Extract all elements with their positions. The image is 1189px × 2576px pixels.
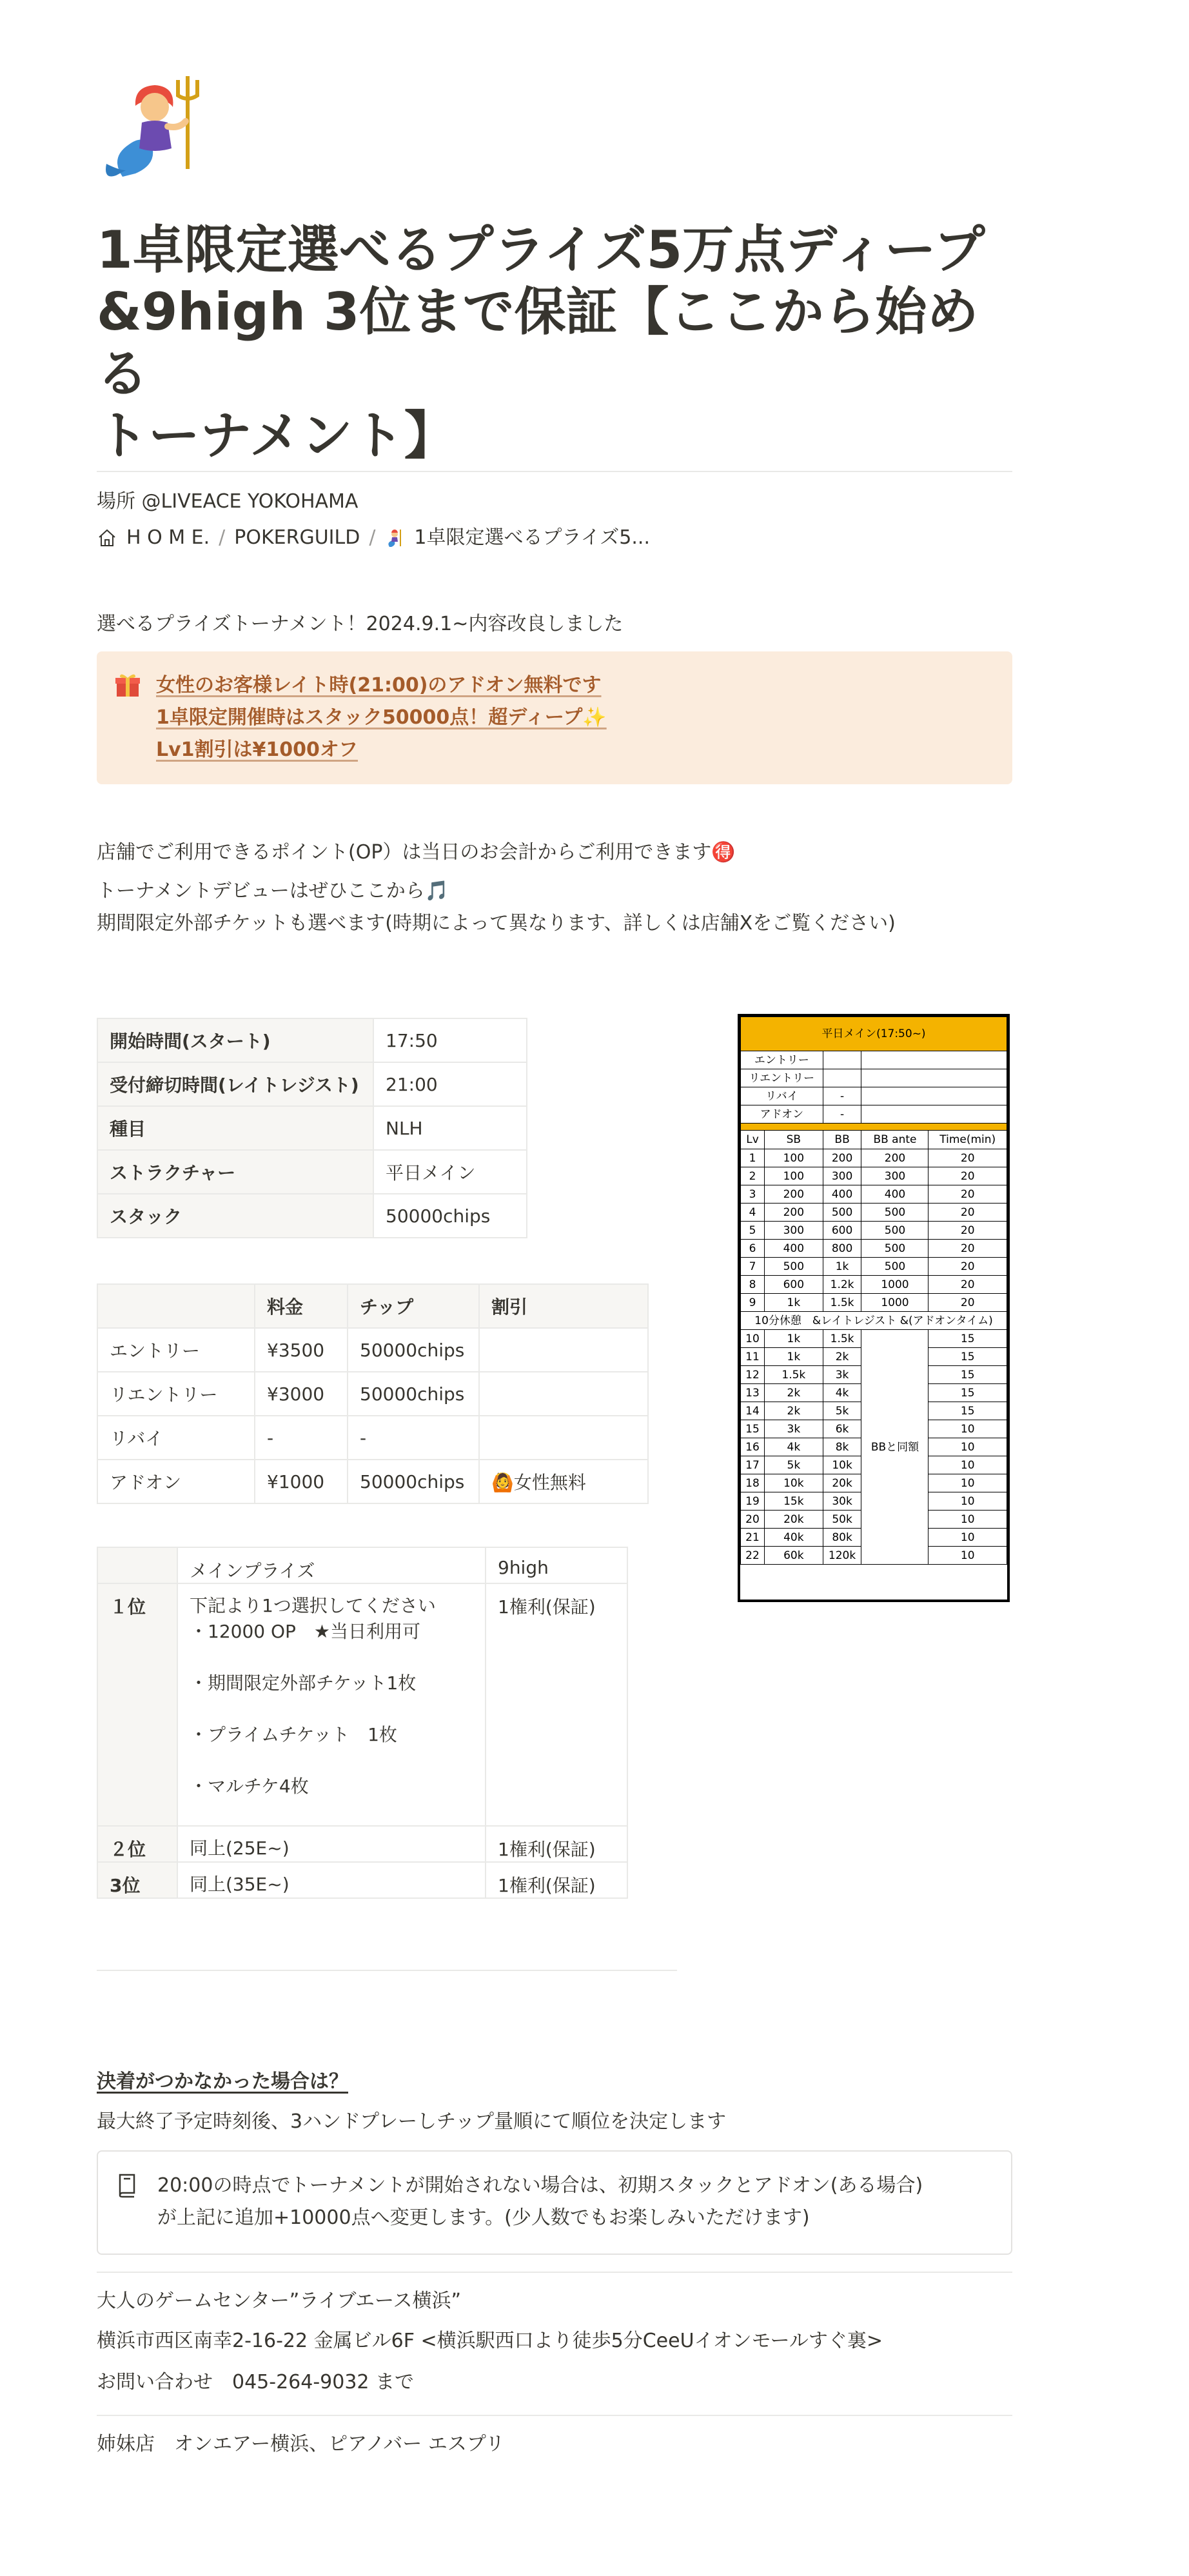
fee-cell: リバイ bbox=[97, 1416, 255, 1460]
structure-cell: 20 bbox=[929, 1240, 1007, 1258]
structure-fee-extra bbox=[861, 1105, 1007, 1124]
table-row bbox=[97, 1372, 648, 1416]
structure-cell: 1k bbox=[765, 1348, 823, 1366]
info-table bbox=[97, 1018, 527, 1238]
structure-cell: 20k bbox=[765, 1511, 823, 1529]
structure-fee-label: アドオン bbox=[741, 1105, 823, 1124]
structure-header: Time(min) bbox=[929, 1131, 1007, 1149]
table-row bbox=[97, 1062, 527, 1106]
structure-cell: 15k bbox=[765, 1492, 823, 1511]
structure-cell: 22 bbox=[741, 1547, 765, 1565]
table-row bbox=[97, 1416, 648, 1460]
info-key: 受付締切時間(レイトレジスト) bbox=[97, 1062, 373, 1106]
info-key: 開始時間(スタート) bbox=[97, 1018, 373, 1062]
structure-fee-label: エントリー bbox=[741, 1051, 823, 1069]
venue-name: 大人のゲームセンター”ライブエース横浜” bbox=[97, 2290, 462, 2312]
prize-line: ・期間限定外部チケット1枚 bbox=[190, 1672, 417, 1694]
prize-line: 同上(25E~) bbox=[190, 1838, 290, 1859]
structure-divider bbox=[741, 1124, 1007, 1131]
venue-contact: お問い合わせ 045-264-9032 まで bbox=[97, 2371, 415, 2393]
structure-break: 10分休憩 &レイトレジスト &(アドオンタイム) bbox=[741, 1312, 1007, 1330]
structure-cell: 200 bbox=[765, 1185, 823, 1204]
structure-cell: 4k bbox=[765, 1438, 823, 1456]
structure-cell: 10k bbox=[823, 1456, 861, 1474]
table-row bbox=[97, 1862, 627, 1898]
structure-cell: 600 bbox=[823, 1222, 861, 1240]
prize-line: 同上(35E~) bbox=[190, 1874, 290, 1895]
structure-cell: 20 bbox=[929, 1167, 1007, 1185]
structure-cell: 5k bbox=[765, 1456, 823, 1474]
prize-header bbox=[97, 1547, 177, 1583]
structure-cell: 20 bbox=[929, 1276, 1007, 1294]
prize-9high: 1権利(保証) bbox=[486, 1583, 627, 1826]
info-value: 平日メイン bbox=[373, 1150, 527, 1194]
structure-cell: 5 bbox=[741, 1222, 765, 1240]
structure-cell: 2k bbox=[765, 1384, 823, 1402]
info-value: 21:00 bbox=[373, 1062, 527, 1106]
fee-header: 割引 bbox=[479, 1284, 648, 1328]
breadcrumb-current[interactable]: 1卓限定選べるプライズ5... bbox=[414, 526, 651, 549]
fee-cell bbox=[479, 1328, 648, 1372]
structure-cell: 1.5k bbox=[823, 1294, 861, 1312]
structure-cell: 500 bbox=[861, 1240, 929, 1258]
structure-cell: 500 bbox=[823, 1204, 861, 1222]
prize-main bbox=[177, 1826, 486, 1862]
structure-cell: 10 bbox=[929, 1492, 1007, 1511]
fee-cell: - bbox=[255, 1416, 348, 1460]
prize-line: ・マルチケ4枚 bbox=[190, 1776, 309, 1797]
callout-notice bbox=[97, 2150, 1012, 2255]
structure-cell: 8 bbox=[741, 1276, 765, 1294]
fee-table bbox=[97, 1283, 649, 1504]
tiebreak-text: 最大終了予定時刻後、3ハンドプレーしチップ量順にて順位を決定します bbox=[97, 2110, 727, 2133]
page-title: 1卓限定選べるプライズ5万点ディープ &9high 3位まで保証【ここから始める トーナメント】 bbox=[97, 220, 985, 466]
info-value: NLH bbox=[373, 1106, 527, 1150]
structure-fee-value: - bbox=[823, 1087, 861, 1105]
gift-icon bbox=[113, 671, 142, 699]
structure-cell: 400 bbox=[861, 1185, 929, 1204]
fee-header: 料金 bbox=[255, 1284, 348, 1328]
fee-header bbox=[97, 1284, 255, 1328]
structure-cell: 300 bbox=[861, 1167, 929, 1185]
structure-cell: 15 bbox=[929, 1330, 1007, 1348]
fee-header: チップ bbox=[348, 1284, 479, 1328]
structure-cell: 80k bbox=[823, 1529, 861, 1547]
breadcrumb-parent[interactable]: POKERGUILD bbox=[234, 526, 360, 549]
fee-cell: 🙆女性無料 bbox=[479, 1460, 648, 1503]
table-row bbox=[741, 1204, 1007, 1222]
structure-fee-extra bbox=[861, 1069, 1007, 1087]
structure-cell: 100 bbox=[765, 1149, 823, 1167]
structure-cell: 300 bbox=[765, 1222, 823, 1240]
structure-cell: 13 bbox=[741, 1384, 765, 1402]
structure-cell: 20k bbox=[823, 1474, 861, 1492]
info-key: スタック bbox=[97, 1194, 373, 1238]
prize-9high: 1権利(保証) bbox=[486, 1862, 627, 1898]
structure-cell: 1k bbox=[765, 1330, 823, 1348]
table-row bbox=[97, 1328, 648, 1372]
table-row bbox=[741, 1105, 1007, 1124]
location-value: @LIVEACE YOKOHAMA bbox=[141, 490, 359, 513]
structure-cell: 20 bbox=[929, 1204, 1007, 1222]
structure-cell: 60k bbox=[765, 1547, 823, 1565]
prize-rank: 3位 bbox=[97, 1862, 177, 1898]
divider bbox=[97, 1970, 677, 1971]
table-row bbox=[741, 1069, 1007, 1087]
structure-chart bbox=[738, 1014, 1010, 1602]
structure-cell: 10 bbox=[929, 1547, 1007, 1565]
structure-cell: 200 bbox=[861, 1149, 929, 1167]
table-row bbox=[741, 1294, 1007, 1312]
structure-cell: 10 bbox=[929, 1511, 1007, 1529]
prize-main bbox=[177, 1583, 486, 1826]
structure-cell: 200 bbox=[765, 1204, 823, 1222]
table-row bbox=[97, 1826, 627, 1862]
structure-fee-extra bbox=[861, 1087, 1007, 1105]
table-row bbox=[97, 1547, 627, 1583]
divider bbox=[97, 2272, 1012, 2273]
structure-cell: 15 bbox=[929, 1384, 1007, 1402]
structure-cell: 30k bbox=[823, 1492, 861, 1511]
structure-cell: 20 bbox=[929, 1222, 1007, 1240]
structure-cell: 500 bbox=[765, 1258, 823, 1276]
fee-cell: ¥3000 bbox=[255, 1372, 348, 1416]
notice-line: 20:00の時点でトーナメントが開始されない場合は、初期スタックとアドオン(ある場合) bbox=[157, 2174, 923, 2197]
fee-cell: エントリー bbox=[97, 1328, 255, 1372]
prize-main bbox=[177, 1862, 486, 1898]
structure-cell: 19 bbox=[741, 1492, 765, 1511]
table-row bbox=[741, 1185, 1007, 1204]
structure-cell: 7 bbox=[741, 1258, 765, 1276]
table-row bbox=[97, 1106, 527, 1150]
structure-cell: 1000 bbox=[861, 1294, 929, 1312]
intro-text: 選べるプライズトーナメント！2024.9.1~内容改良しました bbox=[97, 613, 624, 635]
structure-header: BB ante bbox=[861, 1131, 929, 1149]
structure-cell: 600 bbox=[765, 1276, 823, 1294]
table-row bbox=[97, 1460, 648, 1503]
structure-cell: 16 bbox=[741, 1438, 765, 1456]
structure-cell: 15 bbox=[741, 1420, 765, 1438]
table-row bbox=[741, 1167, 1007, 1185]
sister-stores: 姉妹店 オンエアー横浜、ピアノバー エスプリ bbox=[97, 2433, 505, 2455]
home-icon bbox=[97, 528, 117, 548]
structure-cell: 6 bbox=[741, 1240, 765, 1258]
promo-line[interactable]: 女性のお客様レイト時(21:00)のアドオン無料です bbox=[156, 674, 602, 697]
table-row bbox=[97, 1018, 527, 1062]
structure-cell: 500 bbox=[861, 1258, 929, 1276]
structure-cell: 15 bbox=[929, 1348, 1007, 1366]
fee-cell: リエントリー bbox=[97, 1372, 255, 1416]
table-row bbox=[97, 1150, 527, 1194]
prize-header: メインプライズ bbox=[177, 1547, 486, 1583]
structure-cell: 18 bbox=[741, 1474, 765, 1492]
info-key: 種目 bbox=[97, 1106, 373, 1150]
structure-cell: 20 bbox=[929, 1185, 1007, 1204]
book-icon bbox=[116, 2172, 139, 2198]
structure-cell: 10k bbox=[765, 1474, 823, 1492]
prize-header: 9high bbox=[486, 1547, 627, 1583]
prize-rank: ２位 bbox=[97, 1826, 177, 1862]
structure-cell: 10 bbox=[929, 1438, 1007, 1456]
structure-cell: 8k bbox=[823, 1438, 861, 1456]
structure-cell: 120k bbox=[823, 1547, 861, 1565]
structure-cell: 17 bbox=[741, 1456, 765, 1474]
breadcrumb-separator: / bbox=[219, 526, 226, 549]
structure-fee-value: - bbox=[823, 1105, 861, 1124]
structure-ante-note: BBと同額 bbox=[861, 1330, 929, 1565]
structure-cell: 1000 bbox=[861, 1276, 929, 1294]
structure-cell: 4 bbox=[741, 1204, 765, 1222]
ticket-note: 期間限定外部チケットも選べます(時期によって異なります、詳しくは店舗Xをご覧ください) bbox=[97, 912, 896, 935]
structure-cell: 2k bbox=[823, 1348, 861, 1366]
structure-cell: 300 bbox=[823, 1167, 861, 1185]
structure-cell: 500 bbox=[861, 1204, 929, 1222]
breadcrumb-separator: / bbox=[369, 526, 376, 549]
breadcrumb bbox=[97, 525, 650, 551]
structure-cell: 3 bbox=[741, 1185, 765, 1204]
promo-line[interactable]: 1卓限定開催時はスタック50000点！超ディープ✨ bbox=[156, 706, 607, 729]
structure-title: 平日メイン(17:50~) bbox=[741, 1017, 1007, 1051]
prize-line bbox=[190, 1645, 473, 1670]
table-row bbox=[97, 1583, 627, 1826]
prize-rank: １位 bbox=[97, 1583, 177, 1826]
structure-header: BB bbox=[823, 1131, 861, 1149]
structure-cell: 6k bbox=[823, 1420, 861, 1438]
prize-table bbox=[97, 1547, 628, 1899]
table-row bbox=[741, 1087, 1007, 1105]
info-key: ストラクチャー bbox=[97, 1150, 373, 1194]
structure-cell: 2k bbox=[765, 1402, 823, 1420]
structure-cell: 15 bbox=[929, 1402, 1007, 1420]
structure-cell: 200 bbox=[823, 1149, 861, 1167]
location-label: 場所 bbox=[97, 490, 135, 513]
structure-cell: 20 bbox=[741, 1511, 765, 1529]
merperson-icon bbox=[384, 528, 405, 548]
merperson-icon[interactable] bbox=[97, 67, 213, 183]
fee-cell: ¥1000 bbox=[255, 1460, 348, 1503]
structure-cell: 10 bbox=[929, 1474, 1007, 1492]
location-property bbox=[97, 489, 358, 515]
structure-cell: 5k bbox=[823, 1402, 861, 1420]
prize-line: ・12000 OP ★当日利用可 bbox=[190, 1621, 420, 1642]
structure-cell: 4k bbox=[823, 1384, 861, 1402]
fee-cell: 50000chips bbox=[348, 1460, 479, 1503]
table-row bbox=[741, 1258, 1007, 1276]
prize-line: 下記より1つ選択してください bbox=[190, 1595, 436, 1616]
structure-cell: 400 bbox=[765, 1240, 823, 1258]
fee-cell: - bbox=[348, 1416, 479, 1460]
prize-9high: 1権利(保証) bbox=[486, 1826, 627, 1862]
structure-cell: 10 bbox=[929, 1529, 1007, 1547]
info-value: 17:50 bbox=[373, 1018, 527, 1062]
structure-cell: 50k bbox=[823, 1511, 861, 1529]
table-row bbox=[741, 1276, 1007, 1294]
structure-header: SB bbox=[765, 1131, 823, 1149]
structure-fee-value bbox=[823, 1069, 861, 1087]
structure-cell: 2 bbox=[741, 1167, 765, 1185]
table-row bbox=[97, 1194, 527, 1238]
table-row bbox=[741, 1051, 1007, 1069]
notice-line: が上記に追加+10000点へ変更します。(少人数でもお楽しみいただけます) bbox=[157, 2206, 810, 2229]
structure-cell: 20 bbox=[929, 1149, 1007, 1167]
structure-cell: 1.5k bbox=[823, 1330, 861, 1348]
structure-cell: 3k bbox=[765, 1420, 823, 1438]
structure-cell: 15 bbox=[929, 1366, 1007, 1384]
structure-cell: 800 bbox=[823, 1240, 861, 1258]
structure-cell: 100 bbox=[765, 1167, 823, 1185]
structure-cell: 11 bbox=[741, 1348, 765, 1366]
debut-note: トーナメントデビューはぜひここから🎵 bbox=[97, 880, 449, 902]
prize-line: ・プライムチケット 1枚 bbox=[190, 1724, 397, 1745]
breadcrumb-home[interactable]: H O M E. bbox=[126, 526, 210, 549]
structure-fee-label: リバイ bbox=[741, 1087, 823, 1105]
structure-fee-extra bbox=[861, 1051, 1007, 1069]
structure-cell: 10 bbox=[929, 1456, 1007, 1474]
fee-cell: 50000chips bbox=[348, 1328, 479, 1372]
tiebreak-heading: 決着がつかなかった場合は？ bbox=[97, 2070, 348, 2093]
table-row bbox=[741, 1149, 1007, 1167]
structure-cell: 40k bbox=[765, 1529, 823, 1547]
structure-cell: 1 bbox=[741, 1149, 765, 1167]
table-row bbox=[97, 1284, 648, 1328]
divider bbox=[97, 471, 1012, 472]
promo-line[interactable]: Lv1割引は¥1000オフ bbox=[156, 738, 359, 761]
structure-cell: 1.2k bbox=[823, 1276, 861, 1294]
structure-fee-label: リエントリー bbox=[741, 1069, 823, 1087]
table-row bbox=[741, 1222, 1007, 1240]
structure-cell: 9 bbox=[741, 1294, 765, 1312]
callout-promo bbox=[97, 651, 1012, 784]
structure-cell: 10 bbox=[741, 1330, 765, 1348]
info-value: 50000chips bbox=[373, 1194, 527, 1238]
structure-cell: 1k bbox=[823, 1258, 861, 1276]
structure-cell: 12 bbox=[741, 1366, 765, 1384]
table-row bbox=[741, 1330, 1007, 1348]
fee-cell bbox=[479, 1416, 648, 1460]
structure-cell: 500 bbox=[861, 1222, 929, 1240]
fee-cell bbox=[479, 1372, 648, 1416]
structure-header: Lv bbox=[741, 1131, 765, 1149]
divider bbox=[97, 2415, 1012, 2416]
structure-cell: 400 bbox=[823, 1185, 861, 1204]
structure-cell: 1k bbox=[765, 1294, 823, 1312]
venue-address: 横浜市西区南幸2-16-22 金属ビル6F <横浜駅西口より徒歩5分CeeUイオンモールすぐ裏> bbox=[97, 2330, 883, 2352]
fee-cell: ¥3500 bbox=[255, 1328, 348, 1372]
structure-cell: 21 bbox=[741, 1529, 765, 1547]
structure-cell: 20 bbox=[929, 1258, 1007, 1276]
prize-line bbox=[190, 1748, 473, 1774]
structure-cell: 1.5k bbox=[765, 1366, 823, 1384]
structure-cell: 3k bbox=[823, 1366, 861, 1384]
structure-cell: 10 bbox=[929, 1420, 1007, 1438]
structure-cell: 14 bbox=[741, 1402, 765, 1420]
structure-fee-value bbox=[823, 1051, 861, 1069]
structure-cell: 20 bbox=[929, 1294, 1007, 1312]
table-row bbox=[741, 1240, 1007, 1258]
fee-cell: 50000chips bbox=[348, 1372, 479, 1416]
prize-line bbox=[190, 1696, 473, 1722]
points-note: 店舗でご利用できるポイント(OP）は当日のお会計からご利用できます🉐 bbox=[97, 841, 736, 864]
fee-cell: アドオン bbox=[97, 1460, 255, 1503]
